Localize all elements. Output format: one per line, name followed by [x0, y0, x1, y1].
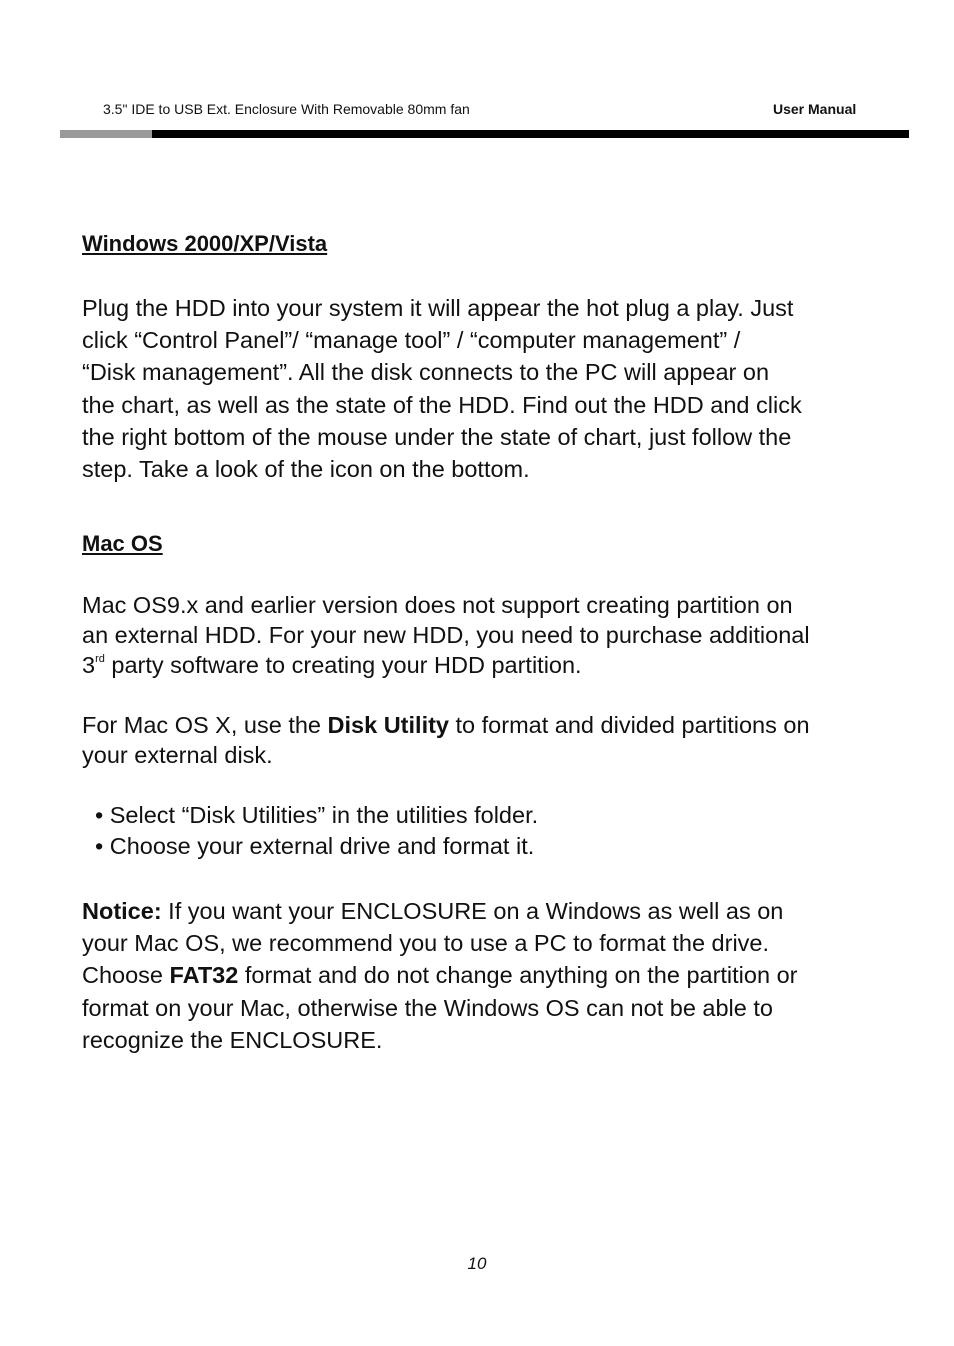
- windows-instructions: [82, 292, 902, 485]
- text-line: [82, 710, 902, 740]
- disk-utility-term: Disk Utility: [327, 712, 449, 738]
- text-line: your external disk.: [82, 742, 273, 768]
- text-line: your Mac OS, we recommend you to use a PC to format the drive.: [82, 930, 770, 957]
- text-line: format on your Mac, otherwise the Windows OS can not be able to: [82, 994, 773, 1021]
- header-rule: [152, 130, 909, 138]
- text-line: recognize the ENCLOSURE.: [82, 1026, 383, 1053]
- mac-os9-paragraph: [82, 590, 902, 685]
- mac-osx-paragraph: [82, 710, 902, 770]
- text-line: the right bottom of the mouse under the state of chart, just follow the: [82, 423, 792, 450]
- page-number: 10: [467, 1254, 487, 1273]
- fat32-term: FAT32: [169, 962, 239, 989]
- list-item: • Choose your external drive and format it.: [95, 833, 535, 859]
- ordinal-suffix: rd: [95, 653, 105, 665]
- text-line: step. Take a look of the icon on the bottom.: [82, 456, 530, 483]
- text-line: [82, 895, 902, 927]
- text-line: [82, 650, 902, 685]
- text-span: Choose: [82, 962, 170, 989]
- header-doc-type: User Manual: [773, 101, 857, 117]
- text-span: For Mac OS X, use the: [82, 712, 328, 738]
- notice-paragraph: [82, 895, 902, 1056]
- text-line: the chart, as well as the state of the HDD. Find out the HDD and click: [82, 391, 802, 418]
- text-line: Mac OS9.x and earlier version does not support creating partition on: [82, 592, 793, 618]
- steps-list: [95, 800, 538, 862]
- text-line: an external HDD. For your new HDD, you need to purchase additional: [82, 622, 810, 648]
- ordinal-number: 3: [82, 652, 96, 678]
- section-heading-mac: Mac OS: [82, 531, 163, 556]
- text-line: “Disk management”. All the disk connects to the PC will appear on: [82, 359, 770, 386]
- text-line: [82, 959, 902, 991]
- list-item: • Select “Disk Utilities” in the utilities folder.: [95, 802, 539, 828]
- section-heading-windows: Windows 2000/XP/Vista: [82, 231, 328, 256]
- text-span: format and do not change anything on the partition or: [238, 962, 798, 989]
- text-line: click “Control Panel”/ “manage tool” / “computer management” /: [82, 327, 741, 354]
- header-rule-accent: [60, 130, 152, 138]
- notice-label: Notice:: [82, 898, 162, 924]
- text-line: Plug the HDD into your system it will appear the hot plug a play. Just: [82, 295, 794, 321]
- header-product-title: 3.5" IDE to USB Ext. Enclosure With Removable 80mm fan: [103, 101, 470, 117]
- text-span: party software to creating your HDD partition.: [104, 652, 582, 678]
- text-span: to format and divided partitions on: [449, 712, 810, 738]
- text-span: If you want your ENCLOSURE on a Windows as well as on: [161, 898, 784, 924]
